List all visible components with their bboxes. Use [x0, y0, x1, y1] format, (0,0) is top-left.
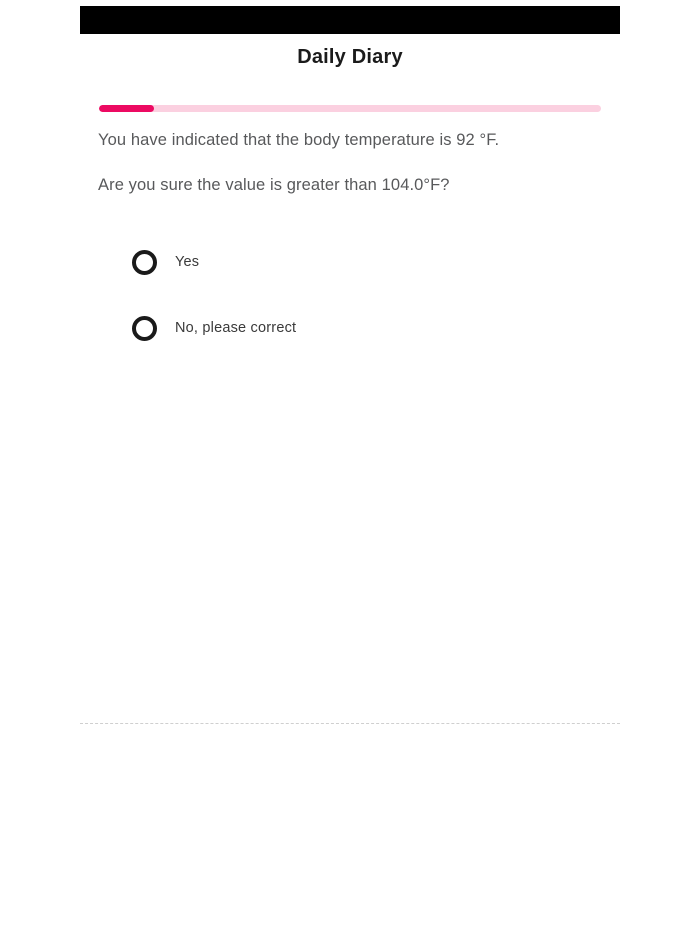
question-prompt: Are you sure the value is greater than 104.0°F?	[98, 175, 450, 194]
radio-group	[132, 236, 592, 368]
question-statement: You have indicated that the body temperature is 92 °F.	[98, 131, 500, 149]
radio-circle-icon[interactable]	[132, 316, 157, 341]
mobile-app-screen	[80, 6, 620, 724]
radio-option-yes[interactable]	[132, 236, 592, 288]
progress-bar-fill	[99, 105, 154, 112]
question-block	[98, 130, 606, 219]
progress-bar	[99, 105, 601, 112]
radio-option-label: No, please correct	[175, 320, 297, 336]
radio-circle-icon[interactable]	[132, 250, 157, 275]
radio-option-label: Yes	[175, 254, 200, 270]
status-bar	[80, 6, 620, 34]
page-title: Daily Diary	[297, 46, 403, 68]
radio-option-no-please-correct[interactable]	[132, 302, 592, 354]
